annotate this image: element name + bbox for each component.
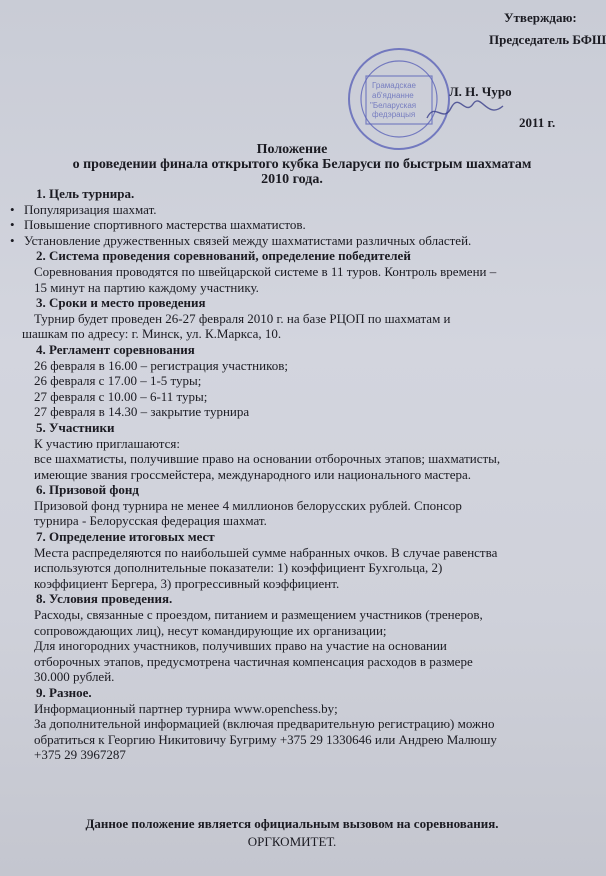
partner-link-text: Информационный партнер турнира www.openchess.by; [34, 700, 338, 716]
section-text: шашкам по адресу: г. Минск, ул. К.Маркса, 10. [22, 326, 282, 342]
bullet-icon: • [10, 217, 15, 233]
section-text: Места распределяются по наибольшей сумме набранных очков. В случае равенства [34, 544, 498, 560]
section-heading-8: 8. Условия проведения. [36, 591, 173, 607]
section-heading-2: 2. Система проведения соревнований, определение победителей [36, 248, 411, 264]
section-text: используются дополнительные показатели: 1) коэффициент Бухгольца, 2) [34, 560, 443, 576]
approval-position: Председатель БФШ [489, 32, 606, 47]
svg-text:"Беларуская: "Беларуская [370, 101, 417, 110]
signature [425, 96, 505, 126]
section-heading-7: 7. Определение итоговых мест [36, 529, 215, 545]
schedule-line: 26 февраля с 17.00 – 1-5 туры; [34, 373, 202, 389]
schedule-line: 27 февраля с 10.00 – 6-11 туры; [34, 388, 208, 404]
section-text: турнира - Белорусская федерация шахмат. [34, 513, 267, 529]
section-heading-1: 1. Цель турнира. [36, 186, 135, 201]
section-heading-5: 5. Участники [36, 419, 115, 435]
section-text: Турнир будет проведен 26-27 февраля 2010 г. на базе РЦОП по шахматам и [34, 310, 451, 326]
section-heading-6: 6. Призовой фонд [36, 482, 139, 498]
svg-text:Грамадскае: Грамадскае [372, 81, 416, 90]
bullet-icon: • [10, 232, 15, 248]
section-text: 30.000 рублей. [34, 669, 115, 685]
section-text: отборочных этапов, предусмотрена частичная компенсация расходов в размере [34, 653, 473, 669]
doc-year: 2010 года. [261, 172, 323, 187]
doc-title: Положение [256, 142, 328, 157]
schedule-line: 26 февраля в 16.00 – регистрация участников; [34, 357, 288, 373]
bullet-icon: • [10, 201, 15, 217]
section-text: Соревнования проводятся по швейцарской системе в 11 туров. Контроль времени – [34, 263, 497, 279]
official-notice: Данное положение является официальным вызовом на соревнования. [85, 816, 499, 831]
section-text: К участию приглашаются: [34, 435, 180, 451]
svg-text:федэрацыя: федэрацыя [372, 110, 416, 119]
section-text: имеющие звания гроссмейстера, международного или национального мастера. [34, 466, 471, 482]
contact-phone: +375 29 3967287 [34, 747, 126, 763]
section-text: сопровождающих лиц), несут командирующие их организации; [34, 622, 387, 638]
doc-body [10, 186, 572, 763]
section-text: Для иногородних участников, получивших право на участие на основании [34, 638, 447, 654]
svg-text:аб'яднанне: аб'яднанне [372, 91, 414, 100]
section-text: За дополнительной информацией (включая предварительную регистрацию) можно [34, 716, 495, 732]
goal-item: • Установление дружественных связей между шахматистами различных областей. [10, 232, 472, 248]
doc-subtitle: о проведении финала открытого кубка Беларуси по быстрым шахматам [72, 157, 532, 172]
goal-item: • Популяризация шахмат. [10, 201, 157, 217]
approval-year: 2011 г. [519, 115, 556, 130]
section-text: коэффициент Бергера, 3) прогрессивный коэффициент. [34, 575, 340, 591]
organizing-committee: ОРГКОМИТЕТ. [247, 834, 337, 849]
section-heading-4: 4. Регламент соревнования [36, 341, 195, 357]
section-text: все шахматисты, получившие право на основании отборочных этапов; шахматисты, [34, 451, 501, 467]
section-heading-3: 3. Сроки и место проведения [36, 295, 206, 311]
schedule-line: 27 февраля в 14.30 – закрытие турнира [34, 404, 250, 420]
goal-item: • Повышение спортивного мастерства шахматистов. [10, 217, 306, 233]
approval-heading: Утверждаю: [504, 10, 577, 25]
approval-name: Л. Н. Чуро [449, 84, 512, 99]
section-text: Призовой фонд турнира не менее 4 миллионов белорусских рублей. Спонсор [34, 497, 462, 513]
section-heading-9: 9. Разное. [36, 685, 92, 700]
section-text: обратиться к Георгию Никитовичу Бугриму +375 29 1330646 или Андрею Малюшу [34, 731, 497, 747]
section-text: Расходы, связанные с проездом, питанием и размещением участников (тренеров, [34, 607, 483, 623]
section-text: 15 минут на партию каждому участнику. [34, 279, 259, 295]
